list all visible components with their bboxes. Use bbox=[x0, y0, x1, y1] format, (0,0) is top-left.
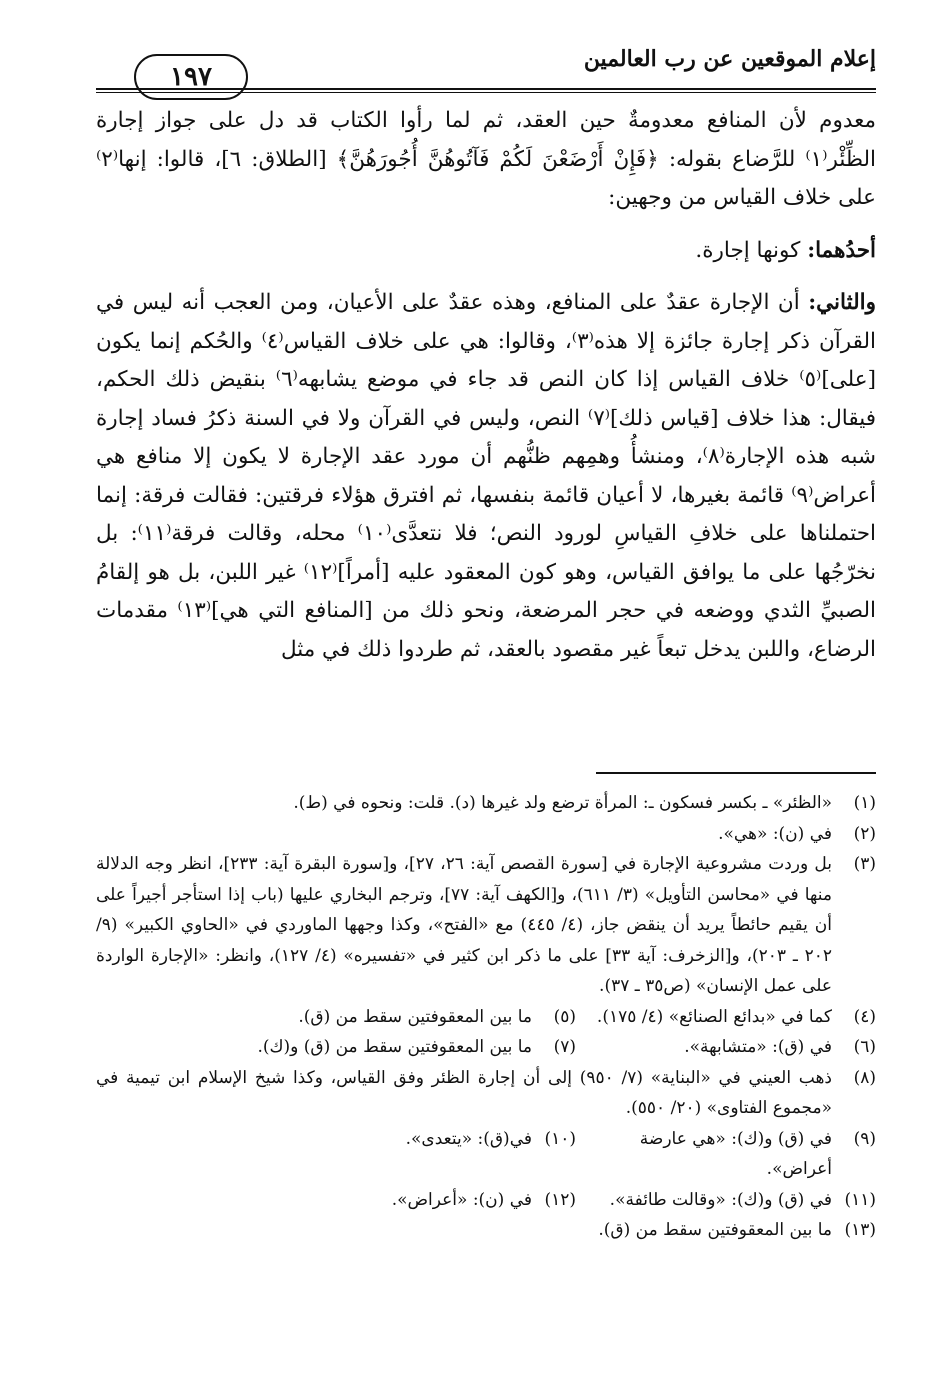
paragraph-2-text: كونها إجارة. bbox=[695, 237, 808, 263]
footnote-number: (١٣) bbox=[844, 1220, 876, 1240]
footnote-text: في (ق) و(ك): «هي عارضة أعراض». bbox=[639, 1128, 832, 1179]
footnote-9 bbox=[576, 1124, 876, 1185]
paragraph-3 bbox=[96, 284, 876, 669]
footnote-text: بل وردت مشروعية الإجارة في [سورة القصص آية: ٢٦، ٢٧]، و[سورة البقرة آية: ٢٣٣]، انظر وجه الدلالة منها في «محاسن التأويل» (٣/ ٦١١)، و[الكهف آية: ٧٧]، وترجم البخاري عليها (باب إذا استأجر أجيراً على أن يقيم حائطاً يريد أن ينقض جاز، (٤/ ٤٤٥) مع «الفتح»، وكذا وجهها الماوردي في «الحاوي الكبير» (٩/ ٢٠٢ ـ ٢٠٣)، و[الزخرف: آية ٣٣] على ما ذكر ابن كثير في «تفسيره» (٤/ ١٢٧)، وانظر: «الإجارة الواردة على عمل الإنسان» (ص٣٥ ـ ٣٧). bbox=[96, 854, 833, 996]
footnote-text: «الظئر» ـ بكسر فسكون ـ: المرأة ترضع ولد غيرها (د). قلت: ونحوه في (ط). bbox=[293, 793, 832, 813]
footnote-10 bbox=[406, 1124, 576, 1185]
footnote-separator bbox=[596, 772, 876, 774]
footnote-6 bbox=[576, 1032, 876, 1063]
footnote-number: (٥) bbox=[553, 1006, 576, 1027]
paragraph-2 bbox=[96, 232, 876, 271]
footnote-text: في (ن): «أعراض». bbox=[391, 1189, 532, 1210]
footnotes bbox=[96, 788, 876, 1246]
paragraph-1: معدوم لأن المنافع معدومةٌ حين العقد، ثم لما رأوا الكتاب قد دل على جواز إجارة الظِّئْر⁽١⁾ للرَّضاع بقوله: ﴿فَإِنْ أَرْضَعْنَ لَكُمْ فَآتُوهُنَّ أُجُورَهُنَّ﴾ [الطلاق: ٦]، قالوا: إنها⁽٢⁾ على خلاف القياس من وجهين: bbox=[96, 108, 876, 210]
footnote-text: كما في «بدائع الصنائع» (٤/ ١٧٥). bbox=[596, 1006, 832, 1027]
page-header bbox=[96, 38, 876, 98]
footnote-7 bbox=[257, 1032, 576, 1063]
footnote-text: في(ق): «يتعدى». bbox=[405, 1128, 532, 1149]
footnote-text: ما بين المعقوفتين سقط من (ق). bbox=[598, 1220, 832, 1240]
footnote-number: (١٠) bbox=[544, 1128, 576, 1149]
footnote-number: (٩) bbox=[853, 1128, 876, 1149]
footnote-13 bbox=[96, 1215, 876, 1246]
footnote-text: في (ن): «هي». bbox=[718, 823, 832, 844]
footnote-8 bbox=[96, 1063, 876, 1124]
paragraph-3-lead: والثاني: bbox=[808, 290, 876, 315]
footnote-number: (١١) bbox=[844, 1189, 876, 1210]
footnote-2 bbox=[96, 819, 876, 850]
footnote-number: (٨) bbox=[853, 1067, 876, 1088]
footnote-text: ذهب العيني في «البناية» (٧/ ٩٥٠) إلى أن إجارة الظئر وفق القياس، وكذا شيخ الإسلام ابن تيمية في «مجموع الفتاوى» (٢٠/ ٥٥٠). bbox=[96, 1067, 833, 1118]
running-title: إعلام الموقعين عن رب العالمين bbox=[583, 46, 876, 72]
footnote-number: (٤) bbox=[853, 1006, 876, 1027]
main-text bbox=[96, 102, 876, 669]
footnote-text: في (ق): «متشابهة». bbox=[684, 1037, 832, 1057]
footnote-text: ما بين المعقوفتين سقط من (ق). bbox=[298, 1006, 532, 1027]
footnotes-6-7 bbox=[96, 1032, 876, 1063]
footnote-number: (١) bbox=[853, 793, 876, 813]
footnote-number: (٢) bbox=[853, 823, 876, 844]
footnote-5 bbox=[298, 1002, 576, 1033]
footnote-4 bbox=[576, 1002, 876, 1033]
footnote-12 bbox=[392, 1185, 576, 1216]
footnotes-9-10 bbox=[96, 1124, 876, 1185]
page-number: ١٩٧ bbox=[134, 54, 248, 100]
footnote-3 bbox=[96, 849, 876, 1002]
header-rule bbox=[96, 88, 876, 90]
footnote-number: (١٢) bbox=[544, 1189, 576, 1210]
footnote-1 bbox=[96, 788, 876, 819]
footnote-text: ما بين المعقوفتين سقط من (ق) و(ك). bbox=[257, 1037, 532, 1057]
footnote-text: في (ق) و(ك): «وقالت طائفة». bbox=[609, 1189, 832, 1210]
paragraph-3-text: أن الإجارة عقدٌ على المنافع، وهذه عقدٌ على الأعيان، ومن العجب أنه ليس في القرآن ذكر إجارة جائزة إلا هذه⁽٣⁾، وقالوا: هي على خلاف القياس⁽٤⁾ والحُكم إنما يكون [على]⁽٥⁾ خلاف القياس إذا كان النص قد جاء في موضع يشابهه⁽٦⁾ بنقيض ذلك الحكم، فيقال: هذا خلاف [قياس ذلك]⁽٧⁾ النص، وليس في القرآن ولا في السنة ذكرُ فساد إجارة شبه هذه الإجارة⁽٨⁾، ومنشأُ وهمِهم ظنُّهم أن مورد عقد الإجارة لا يكون إلا منافع هي أعراض⁽٩⁾ قائمة بغيرها، لا أعيان قائمة بنفسها، ثم افترق هؤلاء فرقتين: فقالت فرقة: إنما احتملناها على خلافِ القياسِ لورود النص؛ فلا نتعدَّى⁽١٠⁾ محله، وقالت فرقة⁽١١⁾: بل نخرّجُها على ما يوافق القياس، وهو كون المعقود عليه [أمراً]⁽١٢⁾ غير اللبن، بل هو إلقامُ الصبيِّ الثدي ووضعه في حجر المرضعة، ونحو ذلك من [المنافع التي هي]⁽١٣⁾ مقدمات الرضاع، واللبن يدخل تبعاً غير مقصود بالعقد، ثم طردوا ذلك في مثل bbox=[96, 290, 877, 662]
footnote-11 bbox=[576, 1185, 876, 1216]
footnote-number: (٣) bbox=[853, 854, 876, 874]
paragraph-2-lead: أحدُهما: bbox=[807, 237, 876, 263]
footnote-number: (٦) bbox=[853, 1037, 876, 1057]
header-rule-thin bbox=[96, 92, 876, 93]
footnote-number: (٧) bbox=[553, 1037, 576, 1057]
footnotes-4-5 bbox=[96, 1002, 876, 1033]
footnotes-11-12 bbox=[96, 1185, 876, 1216]
